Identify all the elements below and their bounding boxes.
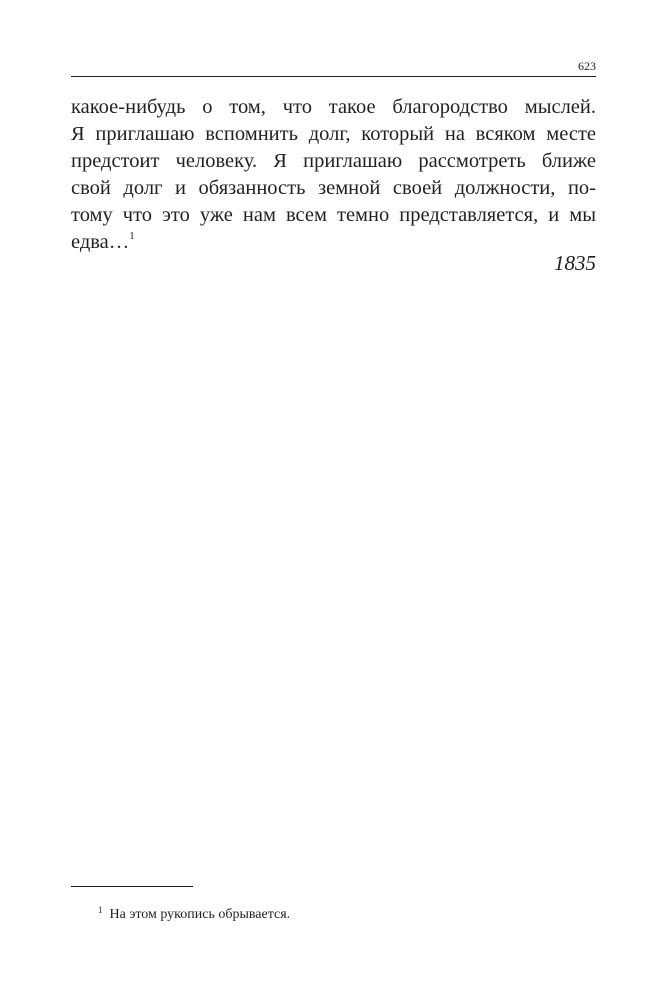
header-rule bbox=[71, 76, 596, 77]
page-number: 623 bbox=[578, 59, 596, 73]
footnote-reference[interactable]: 1 bbox=[129, 230, 135, 242]
footnote-rule bbox=[71, 886, 193, 887]
text-line: свой долг и обязанность земной своей должности, по- bbox=[71, 177, 596, 199]
footnote bbox=[98, 901, 290, 924]
text-line: тому что это уже нам всем темно представляется, и мы bbox=[71, 204, 596, 226]
footnote-mark: 1 bbox=[98, 905, 103, 915]
text-line-last bbox=[71, 229, 596, 256]
body-text bbox=[71, 94, 596, 256]
text-line: Я приглашаю вспомнить долг, который на всяком месте bbox=[71, 123, 596, 145]
date-line: 1835 bbox=[554, 251, 596, 275]
text-line-end: едва… bbox=[71, 231, 130, 253]
footnote-text: На этом рукопись обрывается. bbox=[109, 907, 291, 922]
text-line: какое-нибудь о том, что такое благородство мыслей. bbox=[71, 96, 596, 118]
text-line: предстоит человеку. Я приглашаю рассмотреть ближе bbox=[71, 150, 596, 172]
